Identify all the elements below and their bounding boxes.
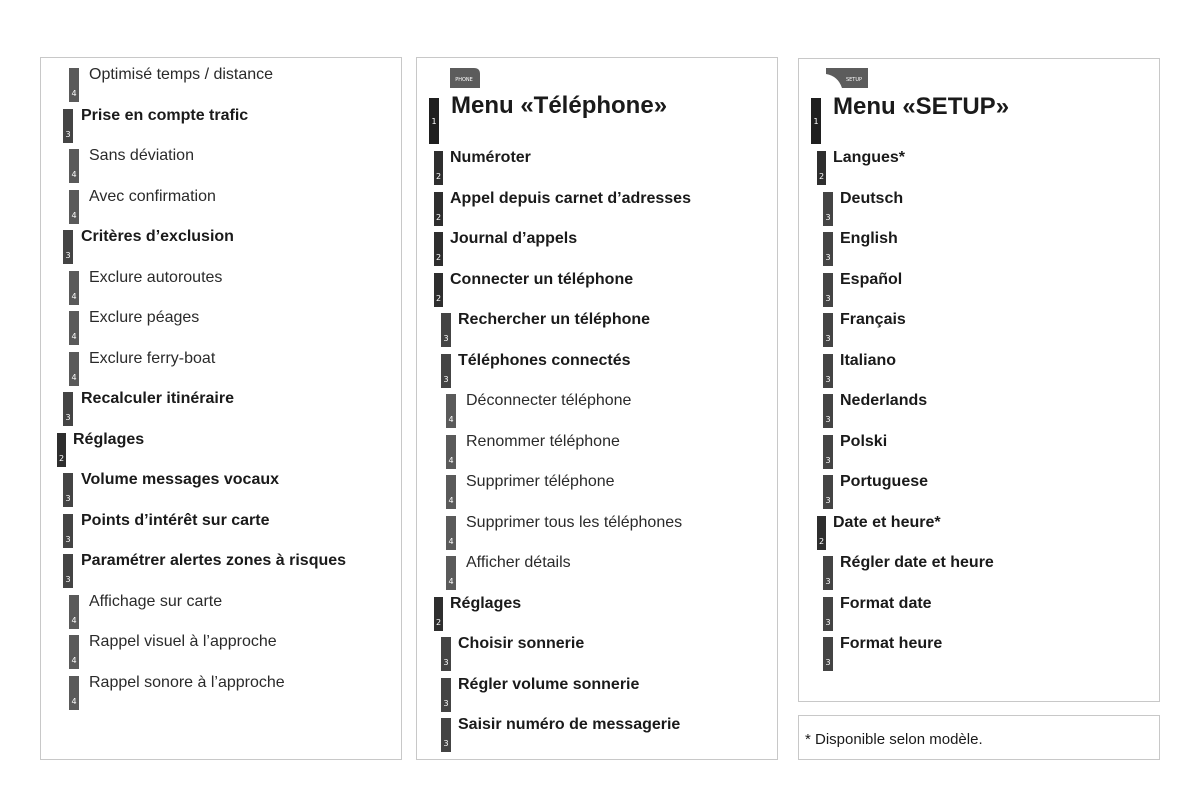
level-number: 4 [71, 210, 77, 220]
level-marker [69, 149, 79, 183]
menu-entry [799, 190, 1159, 230]
level-marker [69, 311, 79, 345]
menu-entry-label: Français [840, 311, 906, 328]
menu-entry [417, 352, 777, 392]
level-marker [57, 433, 66, 467]
level-marker [441, 637, 451, 671]
menu-entry [41, 431, 401, 471]
menu-entry-label: Téléphones connectés [458, 351, 631, 369]
level-marker [63, 230, 73, 264]
level-number: 3 [825, 658, 831, 667]
level-number: 3 [825, 293, 831, 303]
menu-entry [799, 473, 1159, 513]
level-number: 4 [448, 455, 454, 465]
menu-entry-label: Format date [840, 594, 932, 612]
level-number: 3 [825, 212, 831, 222]
menu-entry [799, 271, 1159, 311]
level-number: 3 [65, 413, 71, 422]
level-marker [441, 354, 451, 388]
menu-entry-label: Date et heure* [833, 513, 941, 531]
level-marker [823, 475, 833, 509]
menu-entry [417, 149, 777, 189]
menu-entry [799, 230, 1159, 270]
menu-entry [41, 188, 401, 228]
level-marker [823, 273, 833, 307]
menu-entry [41, 593, 401, 633]
level-number: 3 [65, 129, 71, 139]
menu-entry [417, 433, 777, 473]
menu-entry-label: Supprimer téléphone [466, 473, 615, 490]
level-marker [823, 556, 833, 590]
level-marker [69, 352, 79, 386]
level-marker [63, 514, 73, 548]
level-marker [823, 394, 833, 428]
level-number: 3 [825, 617, 831, 627]
level-number: 3 [65, 575, 71, 584]
level-number: 2 [435, 172, 442, 181]
level-marker [823, 597, 833, 631]
menu-entry [417, 676, 777, 716]
menu-entry-label: Réglages [450, 594, 522, 612]
menu-entry [41, 390, 401, 430]
level-marker [446, 435, 456, 469]
menu-entry-label: Régler date et heure [840, 554, 994, 571]
menu-entry-label: Sans déviation [89, 147, 194, 164]
level-number: 2 [818, 536, 825, 546]
menu-entry-label: Recalculer itinéraire [81, 390, 234, 407]
level-number: 1 [813, 116, 819, 126]
menu-entry-label: Portuguese [840, 473, 929, 490]
level-number: 2 [58, 453, 65, 463]
level-number: 3 [65, 251, 71, 260]
level-marker [823, 313, 833, 347]
level-marker [817, 151, 826, 185]
level-number: 3 [825, 374, 831, 384]
level-number: 3 [825, 334, 831, 343]
menu-entry-label: Affichage sur carte [89, 592, 223, 610]
menu-entry-label: Optimisé temps / distance [89, 66, 274, 83]
menu-entry-label: Langues* [833, 149, 906, 166]
menu-entry-label: Format heure [840, 635, 943, 652]
menu-entry-label: Points d’intérêt sur carte [81, 511, 270, 529]
menu-entry [417, 635, 777, 675]
level-number: 3 [443, 698, 449, 708]
level-number: 4 [71, 615, 77, 625]
level-marker [69, 271, 79, 305]
menu-entry-label: Afficher détails [466, 554, 571, 571]
navigation-settings-panel [40, 57, 402, 760]
menu-entry [799, 311, 1159, 351]
level-number: 3 [443, 334, 449, 343]
setup-menu-panel [798, 58, 1160, 702]
level-number: 2 [435, 253, 442, 262]
level-marker [446, 556, 456, 590]
level-number: 4 [71, 332, 77, 341]
menu-entry [41, 471, 401, 511]
menu-entry-label: Volume messages vocaux [81, 471, 280, 488]
menu-entry [417, 230, 777, 270]
level-number: 3 [825, 496, 831, 505]
level-number: 4 [71, 89, 77, 98]
menu-entry-label: Italiano [840, 351, 897, 369]
level-marker [441, 678, 451, 712]
setup-menu-level-marker [811, 98, 821, 144]
menu-entry [41, 674, 401, 714]
level-number: 3 [65, 494, 71, 503]
level-number: 2 [435, 617, 442, 627]
menu-entry-label: Prise en compte trafic [81, 106, 249, 124]
menu-entry-label: Nederlands [840, 392, 928, 409]
level-number: 3 [443, 658, 449, 667]
level-marker [434, 597, 443, 631]
setup-badge-icon [824, 66, 870, 90]
menu-entry-label: Rechercher un téléphone [458, 311, 651, 328]
level-marker [69, 190, 79, 224]
menu-entry-label: Exclure péages [89, 309, 200, 326]
level-marker [69, 595, 79, 629]
phone-menu-title: Menu «Téléphone» [451, 92, 668, 119]
menu-entry [41, 107, 401, 147]
level-number: 3 [65, 534, 71, 544]
menu-entry-label: Connecter un téléphone [450, 270, 634, 288]
menu-entry [799, 595, 1159, 635]
menu-entry-label: Exclure ferry-boat [89, 349, 216, 367]
level-number: 3 [443, 739, 449, 748]
phone-badge-icon [448, 66, 482, 90]
menu-entry-label: Rappel visuel à l’approche [89, 633, 277, 650]
menu-entry [41, 633, 401, 673]
level-marker [69, 635, 79, 669]
level-marker [63, 109, 73, 143]
menu-entry [41, 269, 401, 309]
menu-entry-label: Choisir sonnerie [458, 635, 585, 652]
phone-menu-level-marker [429, 98, 439, 144]
menu-entry-label: Exclure autoroutes [89, 268, 223, 286]
level-number: 3 [443, 374, 449, 384]
level-number: 4 [448, 577, 454, 586]
level-number: 4 [448, 536, 454, 546]
level-marker [441, 313, 451, 347]
menu-entry-label: English [840, 230, 898, 247]
menu-entry-label: Avec confirmation [89, 187, 216, 205]
menu-entry [41, 66, 401, 106]
menu-entry [417, 311, 777, 351]
menu-entry [41, 228, 401, 268]
level-number: 2 [818, 172, 825, 181]
level-marker [441, 718, 451, 752]
level-number: 4 [448, 496, 454, 505]
footnote-text: * Disponible selon modèle. [805, 731, 983, 748]
level-number: 4 [71, 170, 77, 179]
menu-entry-label: Numéroter [450, 149, 531, 166]
level-marker [63, 473, 73, 507]
menu-entry [41, 350, 401, 390]
menu-entry [799, 514, 1159, 554]
menu-entry [799, 433, 1159, 473]
phone-menu-panel [416, 57, 778, 760]
menu-entry [417, 271, 777, 311]
menu-entry-label: Réglages [73, 430, 145, 448]
level-marker [446, 516, 456, 550]
level-marker [446, 475, 456, 509]
level-marker [434, 273, 443, 307]
setup-badge-label: SETUP [845, 77, 863, 83]
menu-entry-label: Rappel sonore à l’approche [89, 673, 285, 691]
level-marker [434, 192, 443, 226]
menu-entry [41, 512, 401, 552]
menu-entry-label: Critères d’exclusion [81, 228, 234, 245]
menu-entry [417, 392, 777, 432]
level-number: 4 [448, 415, 454, 424]
level-marker [823, 232, 833, 266]
level-marker [69, 676, 79, 710]
level-number: 4 [71, 291, 77, 301]
menu-entry [799, 635, 1159, 675]
menu-entry-label: Appel depuis carnet d’adresses [450, 189, 691, 207]
level-marker [823, 354, 833, 388]
footnote-panel [798, 715, 1160, 760]
level-number: 3 [825, 455, 831, 465]
menu-entry-label: Deutsch [840, 189, 904, 207]
level-number: 3 [825, 253, 831, 262]
menu-entry-label: Polski [840, 432, 888, 450]
level-marker [434, 232, 443, 266]
level-number: 1 [431, 116, 437, 126]
level-number: 2 [435, 212, 442, 222]
menu-entry [417, 473, 777, 513]
level-number: 4 [71, 372, 77, 382]
menu-entry-label: Déconnecter téléphone [466, 392, 632, 409]
menu-entry [41, 147, 401, 187]
level-marker [823, 192, 833, 226]
menu-entry [799, 554, 1159, 594]
menu-entry-label: Renommer téléphone [466, 432, 620, 450]
menu-entry [799, 392, 1159, 432]
menu-entry-label: Paramétrer alertes zones à risques [81, 552, 347, 569]
menu-entry [417, 554, 777, 594]
level-marker [817, 516, 826, 550]
level-marker [823, 435, 833, 469]
level-number: 4 [71, 656, 77, 665]
menu-entry-label: Journal d’appels [450, 230, 578, 247]
level-number: 3 [825, 415, 831, 424]
menu-entry-label: Supprimer tous les téléphones [466, 513, 683, 531]
level-marker [63, 392, 73, 426]
level-marker [446, 394, 456, 428]
level-marker [434, 151, 443, 185]
menu-entry [799, 352, 1159, 392]
phone-badge-label: PHONE [455, 77, 473, 83]
level-marker [69, 68, 79, 102]
menu-entry [417, 595, 777, 635]
menu-entry [417, 190, 777, 230]
level-marker [823, 637, 833, 671]
menu-entry [417, 716, 777, 756]
menu-entry-label: Español [840, 270, 903, 288]
level-number: 2 [435, 293, 442, 303]
menu-entry-label: Régler volume sonnerie [458, 675, 640, 693]
menu-entry [799, 149, 1159, 189]
level-number: 3 [825, 577, 831, 586]
level-number: 4 [71, 696, 77, 706]
level-marker [63, 554, 73, 588]
menu-entry [417, 514, 777, 554]
menu-entry [41, 309, 401, 349]
menu-entry [41, 552, 401, 592]
menu-entry-label: Saisir numéro de messagerie [458, 716, 681, 733]
setup-menu-title: Menu «SETUP» [833, 93, 1010, 120]
